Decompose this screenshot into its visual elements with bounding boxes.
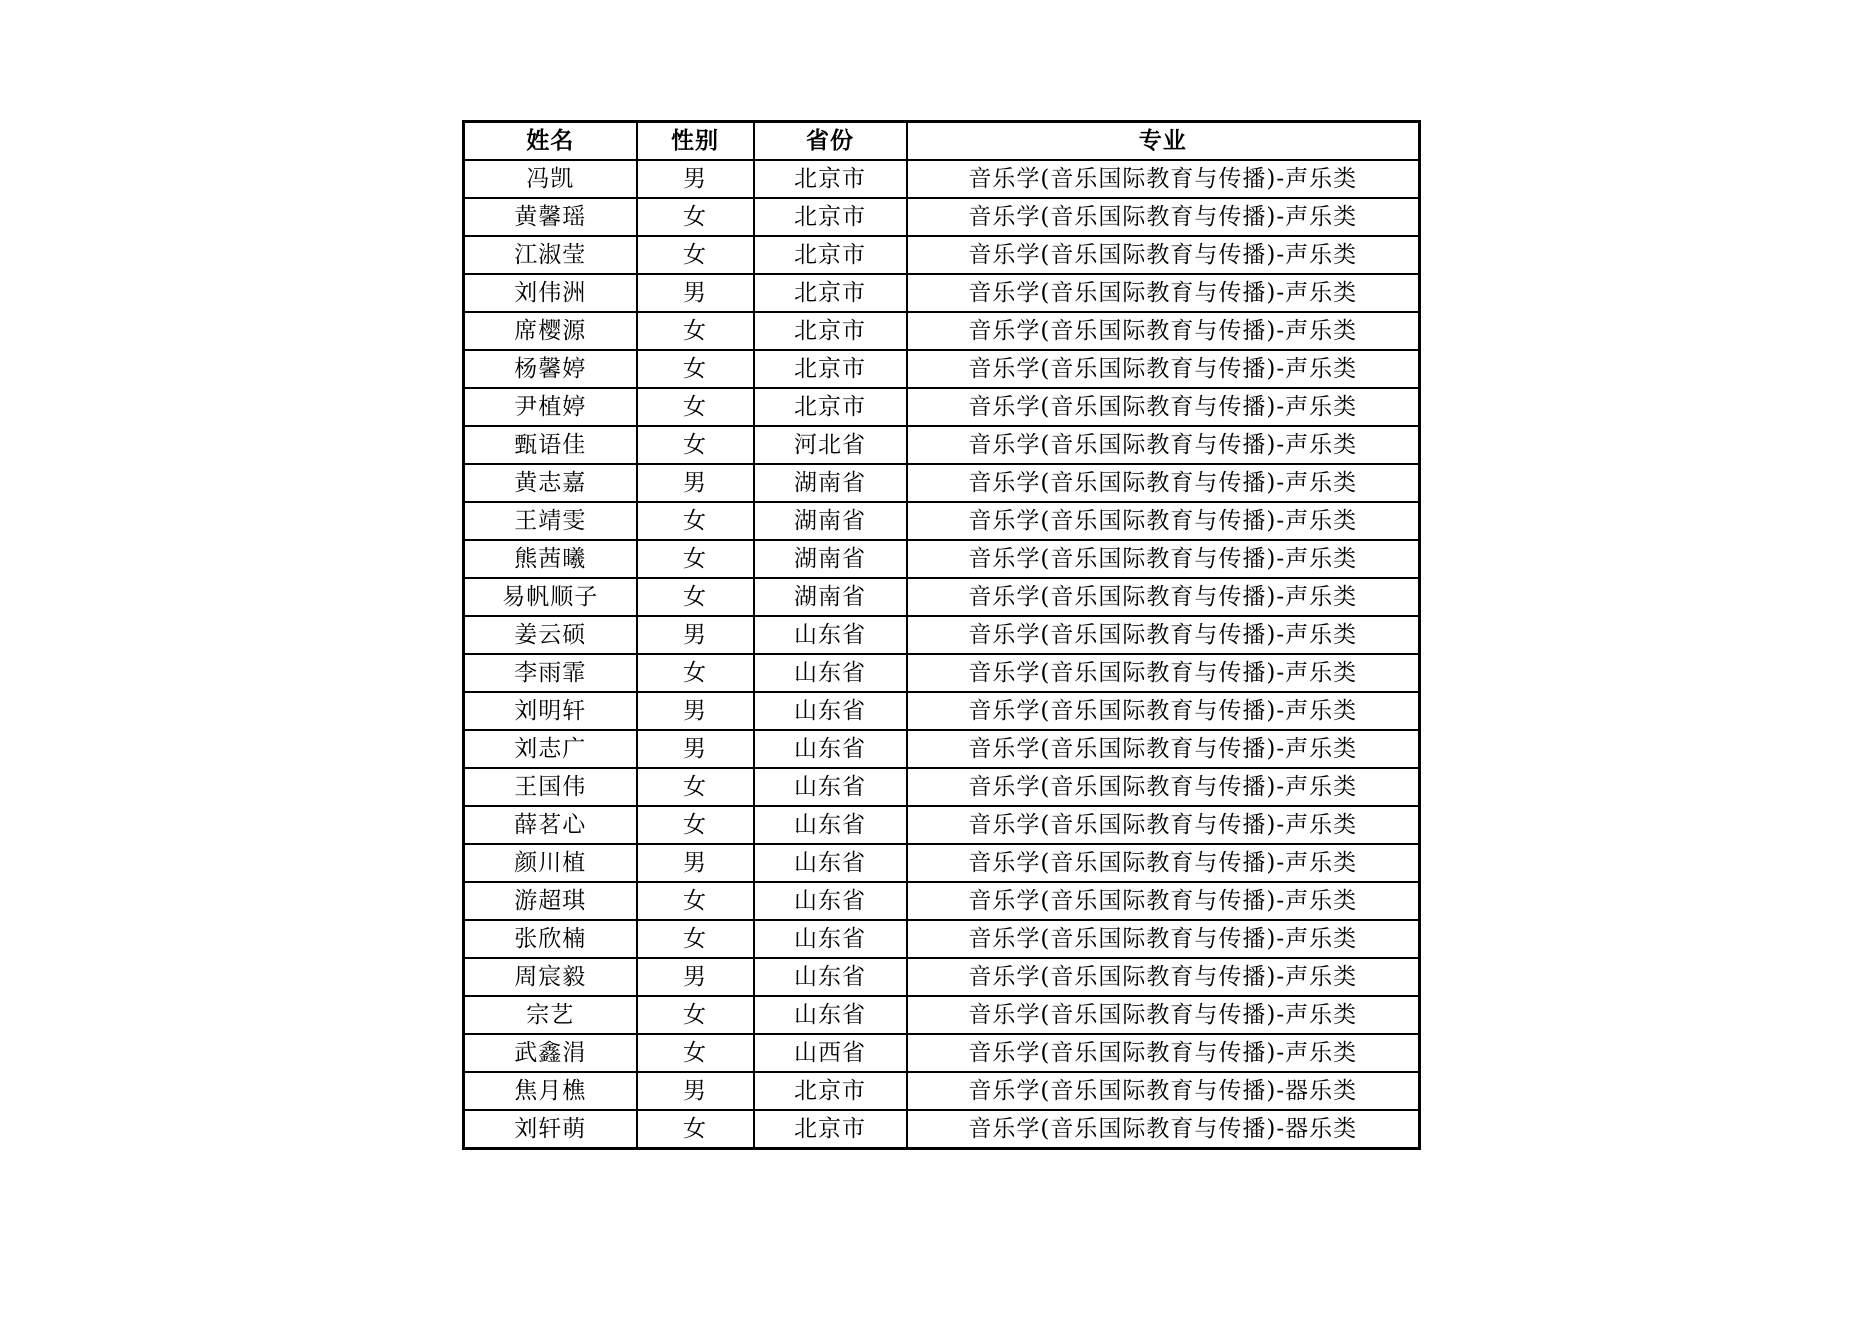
cell-name: 周宸毅 — [464, 958, 637, 996]
table-row — [464, 958, 1420, 996]
cell-name: 游超琪 — [464, 882, 637, 920]
table-row — [464, 540, 1420, 578]
table-row — [464, 1110, 1420, 1149]
cell-major: 音乐学(音乐国际教育与传播)-声乐类 — [907, 388, 1420, 426]
table-row — [464, 654, 1420, 692]
cell-name: 张欣楠 — [464, 920, 637, 958]
cell-gender: 女 — [637, 312, 754, 350]
cell-province: 山东省 — [754, 616, 907, 654]
cell-name: 黄志嘉 — [464, 464, 637, 502]
cell-gender: 男 — [637, 730, 754, 768]
table-row — [464, 806, 1420, 844]
cell-gender: 女 — [637, 350, 754, 388]
cell-province: 山东省 — [754, 806, 907, 844]
student-roster-table — [462, 120, 1421, 1150]
table-row — [464, 198, 1420, 236]
cell-province: 北京市 — [754, 236, 907, 274]
cell-name: 刘明轩 — [464, 692, 637, 730]
cell-province: 北京市 — [754, 388, 907, 426]
table-row — [464, 882, 1420, 920]
cell-province: 北京市 — [754, 1110, 907, 1149]
table-row — [464, 692, 1420, 730]
cell-name: 薛茗心 — [464, 806, 637, 844]
cell-province: 山西省 — [754, 1034, 907, 1072]
cell-province: 北京市 — [754, 312, 907, 350]
table-row — [464, 350, 1420, 388]
cell-name: 李雨霏 — [464, 654, 637, 692]
table-row — [464, 312, 1420, 350]
cell-major: 音乐学(音乐国际教育与传播)-声乐类 — [907, 882, 1420, 920]
cell-major: 音乐学(音乐国际教育与传播)-声乐类 — [907, 920, 1420, 958]
cell-gender: 男 — [637, 160, 754, 198]
cell-province: 山东省 — [754, 768, 907, 806]
cell-province: 山东省 — [754, 996, 907, 1034]
cell-major: 音乐学(音乐国际教育与传播)-声乐类 — [907, 274, 1420, 312]
table-row — [464, 768, 1420, 806]
cell-province: 湖南省 — [754, 502, 907, 540]
cell-gender: 女 — [637, 768, 754, 806]
table-row — [464, 1034, 1420, 1072]
cell-major: 音乐学(音乐国际教育与传播)-声乐类 — [907, 236, 1420, 274]
cell-province: 山东省 — [754, 920, 907, 958]
cell-province: 山东省 — [754, 958, 907, 996]
cell-major: 音乐学(音乐国际教育与传播)-声乐类 — [907, 654, 1420, 692]
cell-province: 北京市 — [754, 1072, 907, 1110]
cell-name: 颜川植 — [464, 844, 637, 882]
table-row — [464, 160, 1420, 198]
cell-name: 宗艺 — [464, 996, 637, 1034]
cell-name: 杨馨婷 — [464, 350, 637, 388]
cell-gender: 女 — [637, 882, 754, 920]
table-row — [464, 426, 1420, 464]
cell-major: 音乐学(音乐国际教育与传播)-声乐类 — [907, 958, 1420, 996]
cell-major: 音乐学(音乐国际教育与传播)-声乐类 — [907, 806, 1420, 844]
cell-gender: 男 — [637, 274, 754, 312]
cell-major: 音乐学(音乐国际教育与传播)-声乐类 — [907, 464, 1420, 502]
cell-province: 北京市 — [754, 198, 907, 236]
cell-name: 尹植婷 — [464, 388, 637, 426]
cell-name: 熊茜曦 — [464, 540, 637, 578]
cell-gender: 女 — [637, 426, 754, 464]
document-page — [462, 120, 1421, 1150]
cell-gender: 女 — [637, 806, 754, 844]
cell-province: 河北省 — [754, 426, 907, 464]
table-row — [464, 616, 1420, 654]
cell-major: 音乐学(音乐国际教育与传播)-声乐类 — [907, 198, 1420, 236]
cell-name: 刘志广 — [464, 730, 637, 768]
cell-major: 音乐学(音乐国际教育与传播)-声乐类 — [907, 350, 1420, 388]
cell-major: 音乐学(音乐国际教育与传播)-声乐类 — [907, 768, 1420, 806]
cell-major: 音乐学(音乐国际教育与传播)-声乐类 — [907, 844, 1420, 882]
header-row — [464, 122, 1420, 161]
cell-gender: 女 — [637, 578, 754, 616]
cell-name: 刘伟洲 — [464, 274, 637, 312]
cell-gender: 男 — [637, 616, 754, 654]
cell-name: 黄馨瑶 — [464, 198, 637, 236]
cell-province: 山东省 — [754, 654, 907, 692]
column-header-gender: 性别 — [637, 122, 754, 161]
table-header — [464, 122, 1420, 161]
column-header-province: 省份 — [754, 122, 907, 161]
cell-name: 易帆顺子 — [464, 578, 637, 616]
table-row — [464, 996, 1420, 1034]
cell-province: 北京市 — [754, 350, 907, 388]
cell-gender: 女 — [637, 236, 754, 274]
cell-province: 湖南省 — [754, 578, 907, 616]
cell-major: 音乐学(音乐国际教育与传播)-声乐类 — [907, 502, 1420, 540]
cell-province: 山东省 — [754, 844, 907, 882]
cell-gender: 女 — [637, 1034, 754, 1072]
cell-name: 焦月樵 — [464, 1072, 637, 1110]
cell-gender: 女 — [637, 198, 754, 236]
table-row — [464, 730, 1420, 768]
table-row — [464, 388, 1420, 426]
table-body — [464, 160, 1420, 1149]
cell-province: 北京市 — [754, 274, 907, 312]
table-row — [464, 274, 1420, 312]
cell-name: 王靖雯 — [464, 502, 637, 540]
table-row — [464, 578, 1420, 616]
cell-gender: 男 — [637, 464, 754, 502]
cell-province: 湖南省 — [754, 464, 907, 502]
cell-gender: 女 — [637, 540, 754, 578]
cell-major: 音乐学(音乐国际教育与传播)-器乐类 — [907, 1110, 1420, 1149]
cell-gender: 女 — [637, 388, 754, 426]
table-row — [464, 236, 1420, 274]
cell-gender: 男 — [637, 844, 754, 882]
cell-name: 冯凯 — [464, 160, 637, 198]
cell-major: 音乐学(音乐国际教育与传播)-声乐类 — [907, 692, 1420, 730]
cell-name: 席樱源 — [464, 312, 637, 350]
cell-name: 王国伟 — [464, 768, 637, 806]
cell-major: 音乐学(音乐国际教育与传播)-声乐类 — [907, 1034, 1420, 1072]
cell-gender: 女 — [637, 920, 754, 958]
table-row — [464, 502, 1420, 540]
cell-province: 山东省 — [754, 882, 907, 920]
table-row — [464, 844, 1420, 882]
cell-province: 山东省 — [754, 730, 907, 768]
cell-major: 音乐学(音乐国际教育与传播)-声乐类 — [907, 312, 1420, 350]
cell-name: 刘轩萌 — [464, 1110, 637, 1149]
cell-gender: 女 — [637, 502, 754, 540]
cell-gender: 女 — [637, 1110, 754, 1149]
cell-gender: 女 — [637, 996, 754, 1034]
cell-name: 甄语佳 — [464, 426, 637, 464]
cell-province: 北京市 — [754, 160, 907, 198]
cell-province: 湖南省 — [754, 540, 907, 578]
cell-major: 音乐学(音乐国际教育与传播)-声乐类 — [907, 160, 1420, 198]
cell-major: 音乐学(音乐国际教育与传播)-声乐类 — [907, 578, 1420, 616]
cell-major: 音乐学(音乐国际教育与传播)-声乐类 — [907, 730, 1420, 768]
cell-gender: 女 — [637, 654, 754, 692]
cell-major: 音乐学(音乐国际教育与传播)-器乐类 — [907, 1072, 1420, 1110]
cell-name: 江淑莹 — [464, 236, 637, 274]
cell-gender: 男 — [637, 692, 754, 730]
cell-gender: 男 — [637, 958, 754, 996]
cell-major: 音乐学(音乐国际教育与传播)-声乐类 — [907, 540, 1420, 578]
cell-province: 山东省 — [754, 692, 907, 730]
table-row — [464, 464, 1420, 502]
column-header-name: 姓名 — [464, 122, 637, 161]
cell-major: 音乐学(音乐国际教育与传播)-声乐类 — [907, 426, 1420, 464]
cell-gender: 男 — [637, 1072, 754, 1110]
column-header-major: 专业 — [907, 122, 1420, 161]
table-row — [464, 1072, 1420, 1110]
cell-major: 音乐学(音乐国际教育与传播)-声乐类 — [907, 996, 1420, 1034]
table-row — [464, 920, 1420, 958]
cell-name: 姜云硕 — [464, 616, 637, 654]
cell-major: 音乐学(音乐国际教育与传播)-声乐类 — [907, 616, 1420, 654]
cell-name: 武鑫涓 — [464, 1034, 637, 1072]
